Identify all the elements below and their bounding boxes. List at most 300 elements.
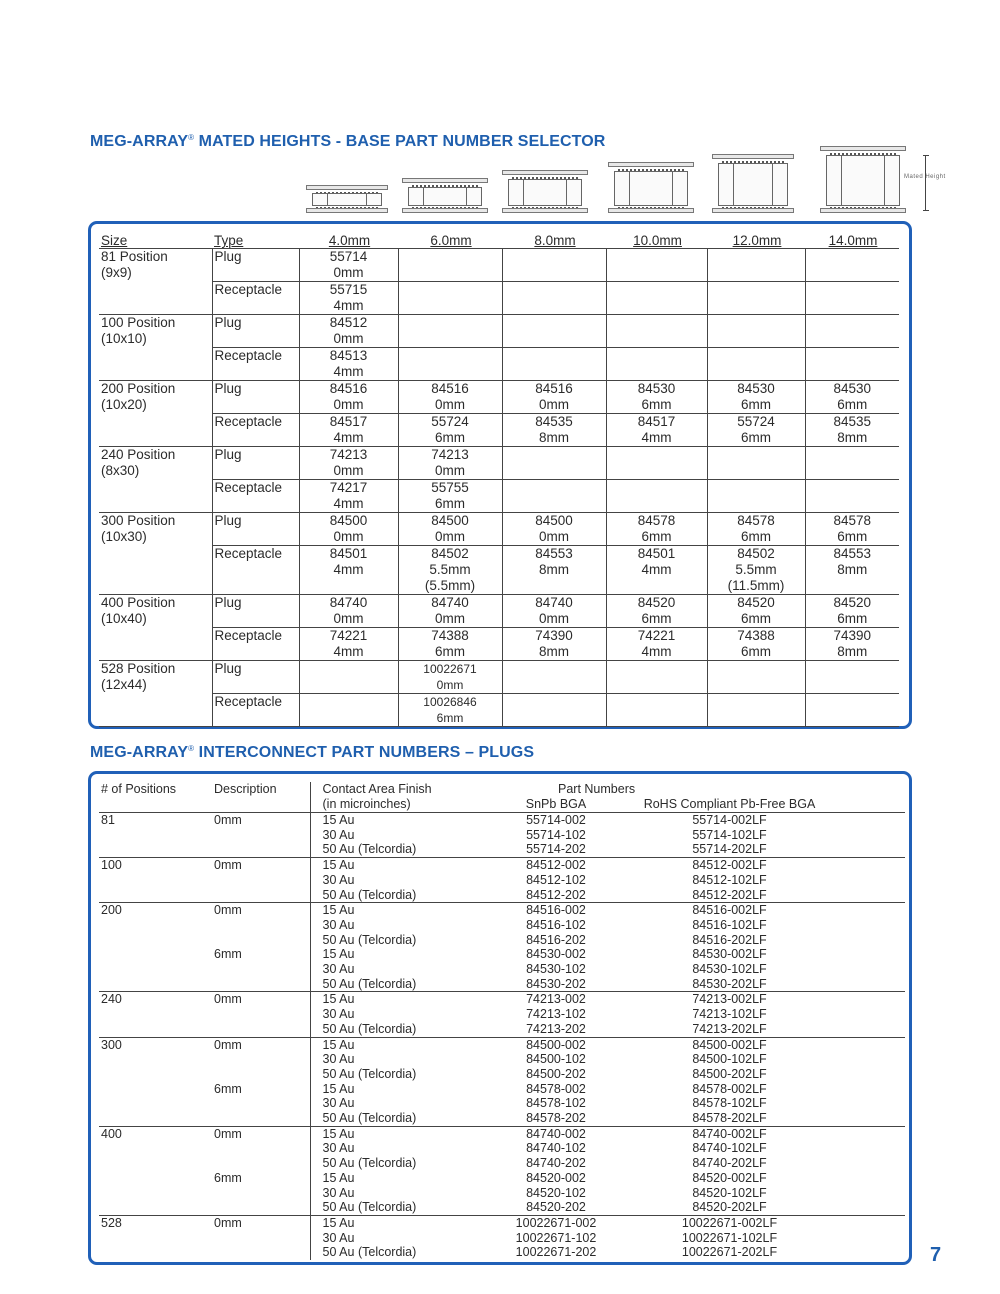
plugs-table: [99, 782, 905, 1260]
description-cell: [212, 1007, 310, 1022]
finish-cell: 50 Au (Telcordia): [310, 977, 488, 992]
snpb-part-number: 84530-202: [488, 977, 622, 992]
part-number-cell: [707, 282, 805, 315]
snpb-part-number: 84500-002: [526, 1037, 586, 1052]
positions-cell: [99, 1052, 212, 1067]
selector-table-box: [88, 221, 912, 729]
finish-cell: 15 Au: [310, 903, 488, 918]
positions-cell: 200: [101, 903, 122, 918]
rohs-part-number: 84578-002LF: [692, 1081, 767, 1096]
cell-line: 0mm: [333, 397, 364, 412]
snpb-part-number: 10022671-202: [515, 1245, 597, 1260]
selector-row: [99, 628, 899, 661]
cell-line: 5.5mm: [429, 562, 471, 577]
finish-header: Contact Area Finish: [310, 782, 488, 797]
part-number-cell: [502, 249, 606, 282]
description-cell: [212, 1186, 310, 1201]
snpb-part-number: 84500-102: [526, 1052, 586, 1067]
plug-row: [99, 828, 905, 843]
rohs-part-number: 10022671-102LF: [681, 1230, 778, 1245]
type-cell: Plug: [212, 513, 299, 546]
type-cell: Receptacle: [212, 546, 299, 595]
positions-cell: [99, 1200, 212, 1215]
part-number-cell: [707, 249, 805, 282]
description-cell: [212, 842, 310, 857]
snpb-part-number: 84740-102: [526, 1141, 586, 1156]
selector-row: [99, 694, 899, 727]
type-cell: Receptacle: [212, 480, 299, 513]
selector-row: [99, 315, 899, 348]
part-number-cell: [606, 414, 707, 447]
description-cell: [212, 977, 310, 992]
part-number-cell: [502, 628, 606, 661]
part-number-cell: [707, 513, 805, 546]
connector-4mm-drawing: [306, 185, 388, 213]
snpb-part-number: 84530-102: [526, 962, 586, 977]
part-number-cell: [299, 315, 398, 348]
connector-6mm-drawing: [402, 178, 488, 213]
part-number-cell: [299, 513, 398, 546]
cell-line: 84553: [535, 546, 573, 561]
size-cell: [99, 381, 212, 447]
cell-line: 74388: [737, 628, 775, 643]
cell-line: (10x40): [101, 611, 147, 626]
plug-row: [99, 1186, 905, 1201]
part-number-cell: [398, 661, 502, 694]
plug-row: [99, 1141, 905, 1156]
snpb-part-number: 55714-102: [526, 827, 586, 842]
cell-line: 84535: [833, 414, 872, 429]
cell-line: 74221: [637, 628, 676, 643]
cell-line: 55715: [329, 282, 368, 297]
part-number-cell: [398, 315, 502, 348]
part-number-cell: [502, 414, 606, 447]
snpb-part-number: 84520-002: [526, 1170, 586, 1185]
plug-row: [99, 992, 905, 1007]
cell-line: 84530: [637, 381, 676, 396]
cell-line: (10x10): [101, 331, 147, 346]
cell-line: (5.5mm): [424, 578, 476, 593]
part-number-cell: [502, 513, 606, 546]
finish-cell: 15 Au: [310, 992, 488, 1007]
finish-cell: 50 Au (Telcordia): [310, 1111, 488, 1126]
finish-cell: 50 Au (Telcordia): [310, 1022, 488, 1037]
part-number-cell: [805, 315, 899, 348]
cell-line: 84740: [329, 595, 368, 610]
rohs-part-number: 84520-102LF: [692, 1185, 767, 1200]
description-cell: 0mm: [214, 903, 242, 918]
cell-line: 84516: [431, 381, 469, 396]
selector-row: [99, 661, 899, 694]
snpb-part-number: 55714-202: [488, 842, 622, 857]
part-number-cell: [805, 381, 899, 414]
cell-line: 8mm: [837, 430, 868, 445]
cell-line: 0mm: [333, 529, 364, 544]
part-number-cell: [398, 546, 502, 595]
part-number-cell: [805, 595, 899, 628]
cell-line: 55724: [737, 414, 775, 429]
part-number-cell: [707, 447, 805, 480]
part-number-cell: [502, 381, 606, 414]
cell-line: 84502: [431, 546, 469, 561]
rohs-part-number: 84578-102LF: [692, 1096, 767, 1111]
part-number-cell: [398, 249, 502, 282]
description-cell: 6mm: [214, 1081, 242, 1096]
cell-line: 84520: [833, 595, 872, 610]
cell-line: 84535: [535, 414, 573, 429]
snpb-part-number: 84516-202: [526, 932, 586, 947]
description-cell: [212, 888, 310, 903]
part-number-cell: [502, 282, 606, 315]
rohs-part-number: 84530-102LF: [692, 962, 767, 977]
cell-line: 84520: [737, 595, 775, 610]
type-cell: Receptacle: [212, 414, 299, 447]
plug-row: [99, 977, 905, 992]
description-cell: 0mm: [214, 1215, 242, 1230]
part-number-cell: [805, 513, 899, 546]
type-cell: Receptacle: [212, 348, 299, 381]
cell-line: (12x44): [101, 677, 147, 692]
description-cell: 0mm: [214, 1126, 242, 1141]
size-cell: [99, 447, 212, 513]
part-number-cell: [707, 348, 805, 381]
rohs-part-number: 74213-202LF: [622, 1022, 905, 1037]
cell-line: 84553: [833, 546, 872, 561]
cell-line: 8mm: [837, 562, 868, 577]
mated-height-label: Mated Height: [904, 174, 946, 180]
part-number-cell: [606, 595, 707, 628]
size-cell: [99, 513, 212, 595]
part-number-cell: [299, 595, 398, 628]
positions-cell: [99, 1067, 212, 1082]
column-header: Type: [212, 234, 299, 249]
cell-line: 74217: [329, 480, 368, 495]
part-number-cell: [299, 348, 398, 381]
plug-row: [99, 1200, 905, 1215]
snpb-part-number: 10022671-102: [515, 1230, 597, 1245]
snpb-part-number: 84516-002: [526, 903, 586, 918]
description-cell: [212, 1096, 310, 1111]
plug-row: [99, 1171, 905, 1186]
description-cell: 0mm: [214, 858, 242, 873]
snpb-part-number: 84512-202: [488, 888, 622, 903]
cell-line: 55714: [329, 249, 368, 264]
plug-row: [99, 813, 905, 828]
plug-row: [99, 947, 905, 962]
part-number-cell: [805, 480, 899, 513]
cell-line: 0mm: [333, 265, 364, 280]
part-number-cell: [299, 628, 398, 661]
finish-cell: 30 Au: [310, 1141, 488, 1156]
description-cell: [212, 962, 310, 977]
plug-row: [99, 1037, 905, 1052]
column-header: Size: [99, 234, 212, 249]
finish-cell: 50 Au (Telcordia): [310, 933, 488, 948]
part-number-cell: [707, 546, 805, 595]
selector-row: [99, 249, 899, 282]
page-number: 7: [930, 1244, 942, 1266]
snpb-part-number: 84578-102: [526, 1096, 586, 1111]
cell-line: 84740: [535, 595, 573, 610]
cell-line: 8mm: [837, 644, 868, 659]
part-number-cell: [606, 480, 707, 513]
cell-line: (9x9): [101, 265, 132, 280]
cell-line: 5.5mm: [735, 562, 777, 577]
description-cell: [212, 933, 310, 948]
description-cell: 6mm: [214, 947, 242, 962]
finish-cell: 50 Au (Telcordia): [310, 1067, 488, 1082]
cell-line: 0mm: [539, 529, 569, 544]
plug-row: [99, 903, 905, 918]
description-cell: [212, 1156, 310, 1171]
selector-row: [99, 480, 899, 513]
cell-line: 6mm: [741, 611, 771, 626]
plug-row: [99, 933, 905, 948]
cell-line: (11.5mm): [727, 578, 785, 593]
part-number-cell: [502, 480, 606, 513]
positions-cell: [99, 1111, 212, 1126]
cell-line: 0mm: [435, 529, 465, 544]
description-cell: 0mm: [214, 992, 242, 1007]
cell-line: 4mm: [641, 430, 672, 445]
cell-line: 84530: [737, 381, 775, 396]
mated-height-dimension-line: [925, 155, 926, 211]
finish-cell: 50 Au (Telcordia): [310, 888, 488, 903]
part-number-cell: [707, 595, 805, 628]
rohs-part-number: 74213-102LF: [692, 1007, 767, 1022]
snpb-part-number: 84520-102: [526, 1185, 586, 1200]
cell-line: 0mm: [436, 678, 464, 692]
part-number-cell: [606, 546, 707, 595]
part-number-cell: [707, 414, 805, 447]
snpb-part-number: 84530-002: [526, 947, 586, 962]
rohs-part-number: 84520-002LF: [692, 1170, 767, 1185]
cell-line: (10x30): [101, 529, 147, 544]
part-number-cell: [398, 595, 502, 628]
cell-line: 6mm: [741, 644, 771, 659]
cell-line: 10022671: [423, 662, 477, 676]
plug-row: [99, 1245, 905, 1260]
description-cell: [212, 1111, 310, 1126]
cell-line: 4mm: [333, 644, 364, 659]
cell-line: 6mm: [436, 711, 464, 725]
description-cell: [212, 873, 310, 888]
plug-row: [99, 1082, 905, 1097]
snpb-part-number: 84520-202: [488, 1200, 622, 1215]
plugs-title: MEG-ARRAY® INTERCONNECT PART NUMBERS – PLUGS: [90, 744, 535, 761]
cell-line: (8x30): [101, 463, 140, 478]
description-cell: [212, 828, 310, 843]
rohs-part-number: 84740-002LF: [692, 1126, 767, 1141]
part-number-cell: [805, 282, 899, 315]
part-number-cell: [805, 249, 899, 282]
plug-row: [99, 1156, 905, 1171]
rohs-part-number: 84516-202LF: [692, 932, 767, 947]
plug-row: [99, 842, 905, 857]
part-number-cell: [805, 447, 899, 480]
selector-row: [99, 513, 899, 546]
plug-row: [99, 918, 905, 933]
part-number-cell: [707, 480, 805, 513]
part-number-cell: [502, 315, 606, 348]
positions-cell: [99, 1231, 212, 1246]
snpb-part-number: 84740-002: [526, 1126, 586, 1141]
type-cell: Plug: [212, 447, 299, 480]
rohs-part-number: 84500-202LF: [692, 1066, 767, 1081]
part-number-cell: [502, 447, 606, 480]
part-number-cell: [707, 661, 805, 694]
finish-cell: 50 Au (Telcordia): [310, 842, 488, 857]
part-number-cell: [398, 414, 502, 447]
positions-cell: [99, 947, 212, 962]
snpb-part-number: 84578-002: [526, 1081, 586, 1096]
cell-line: 10026846: [423, 695, 477, 709]
finish-cell: 30 Au: [310, 1186, 488, 1201]
plug-row: [99, 888, 905, 903]
part-number-cell: [299, 661, 398, 694]
positions-cell: [99, 1082, 212, 1097]
cell-line: 84500: [535, 513, 573, 528]
size-cell: [99, 661, 212, 727]
part-number-cell: [606, 348, 707, 381]
part-number-cell: [606, 381, 707, 414]
cell-line: 4mm: [333, 496, 364, 511]
cell-line: 100 Position: [101, 315, 176, 330]
part-number-cell: [805, 694, 899, 727]
column-header: 8.0mm: [502, 234, 606, 249]
cell-line: 84578: [637, 513, 676, 528]
type-cell: Plug: [212, 595, 299, 628]
cell-line: 0mm: [435, 611, 465, 626]
snpb-part-number: 74213-102: [526, 1007, 586, 1022]
snpb-header: SnPb BGA: [488, 797, 622, 813]
part-number-cell: [502, 694, 606, 727]
cell-line: 4mm: [641, 644, 672, 659]
cell-line: 84530: [833, 381, 872, 396]
plugs-table-box: [88, 771, 912, 1265]
selector-row: [99, 348, 899, 381]
cell-line: 4mm: [333, 298, 364, 313]
description-header: Description: [214, 782, 277, 796]
cell-line: 0mm: [333, 463, 364, 478]
selector-table: [99, 234, 899, 727]
cell-line: 0mm: [539, 611, 569, 626]
rohs-part-number: 84500-102LF: [692, 1052, 767, 1067]
column-header: 10.0mm: [606, 234, 707, 249]
selector-row: [99, 282, 899, 315]
snpb-part-number: 84578-202: [488, 1111, 622, 1126]
description-cell: [212, 1200, 310, 1215]
part-number-cell: [805, 348, 899, 381]
part-number-cell: [299, 414, 398, 447]
part-number-cell: [299, 447, 398, 480]
finish-cell: 30 Au: [310, 1231, 488, 1246]
cell-line: 84517: [329, 414, 368, 429]
cell-line: 0mm: [435, 397, 465, 412]
cell-line: 4mm: [333, 562, 364, 577]
cell-line: 6mm: [741, 430, 771, 445]
part-number-cell: [398, 348, 502, 381]
cell-line: 74213: [431, 447, 469, 462]
cell-line: 84578: [833, 513, 872, 528]
column-header: 6.0mm: [398, 234, 502, 249]
rohs-header: RoHS Compliant Pb-Free BGA: [622, 797, 905, 813]
part-number-cell: [299, 282, 398, 315]
cell-line: 0mm: [333, 611, 364, 626]
finish-cell: 30 Au: [310, 873, 488, 888]
part-number-cell: [707, 381, 805, 414]
part-number-cell: [502, 348, 606, 381]
selector-row: [99, 447, 899, 480]
type-cell: Receptacle: [212, 282, 299, 315]
part-number-cell: [398, 381, 502, 414]
type-cell: Receptacle: [212, 694, 299, 727]
cell-line: 74221: [329, 628, 368, 643]
part-number-cell: [398, 480, 502, 513]
type-cell: Receptacle: [212, 628, 299, 661]
positions-cell: [99, 888, 212, 903]
rohs-part-number: 74213-002LF: [692, 992, 767, 1007]
cell-line: 84502: [737, 546, 775, 561]
part-number-cell: [299, 480, 398, 513]
positions-cell: 81: [101, 813, 115, 827]
cell-line: 6mm: [741, 397, 771, 412]
part-number-cell: [299, 249, 398, 282]
cell-line: 81 Position: [101, 249, 168, 264]
cell-line: 6mm: [837, 397, 868, 412]
connector-10mm-drawing: [608, 162, 694, 213]
rohs-part-number: 84500-002LF: [692, 1037, 767, 1052]
part-number-cell: [606, 628, 707, 661]
rohs-part-number: 84530-002LF: [692, 947, 767, 962]
plug-row: [99, 858, 905, 873]
rohs-part-number: 55714-102LF: [692, 827, 767, 842]
description-cell: [212, 918, 310, 933]
size-cell: [99, 595, 212, 661]
positions-cell: [99, 918, 212, 933]
cell-line: 6mm: [641, 397, 672, 412]
part-number-cell: [299, 546, 398, 595]
finish-cell: 15 Au: [310, 1126, 488, 1141]
plug-row: [99, 1111, 905, 1126]
finish-cell: 50 Au (Telcordia): [310, 1200, 488, 1215]
snpb-part-number: 55714-002: [526, 813, 586, 827]
cell-line: 6mm: [641, 611, 672, 626]
finish-cell: 30 Au: [310, 962, 488, 977]
plug-row: [99, 1067, 905, 1082]
cell-line: 300 Position: [101, 513, 176, 528]
plug-row: [99, 873, 905, 888]
cell-line: 74390: [535, 628, 573, 643]
cell-line: 4mm: [641, 562, 672, 577]
part-number-cell: [502, 661, 606, 694]
cell-line: 55755: [431, 480, 469, 495]
description-cell: [212, 1052, 310, 1067]
rohs-part-number: 10022671-002LF: [681, 1215, 778, 1230]
positions-cell: [99, 1007, 212, 1022]
cell-line: 6mm: [837, 611, 868, 626]
cell-line: 74390: [833, 628, 872, 643]
type-cell: Plug: [212, 381, 299, 414]
plug-row: [99, 1007, 905, 1022]
finish-cell: 15 Au: [310, 1215, 488, 1230]
cell-line: 240 Position: [101, 447, 176, 462]
positions-cell: [99, 962, 212, 977]
positions-cell: [99, 1186, 212, 1201]
finish-cell: 30 Au: [310, 918, 488, 933]
positions-cell: 400: [101, 1126, 122, 1141]
description-cell: 6mm: [214, 1170, 242, 1185]
